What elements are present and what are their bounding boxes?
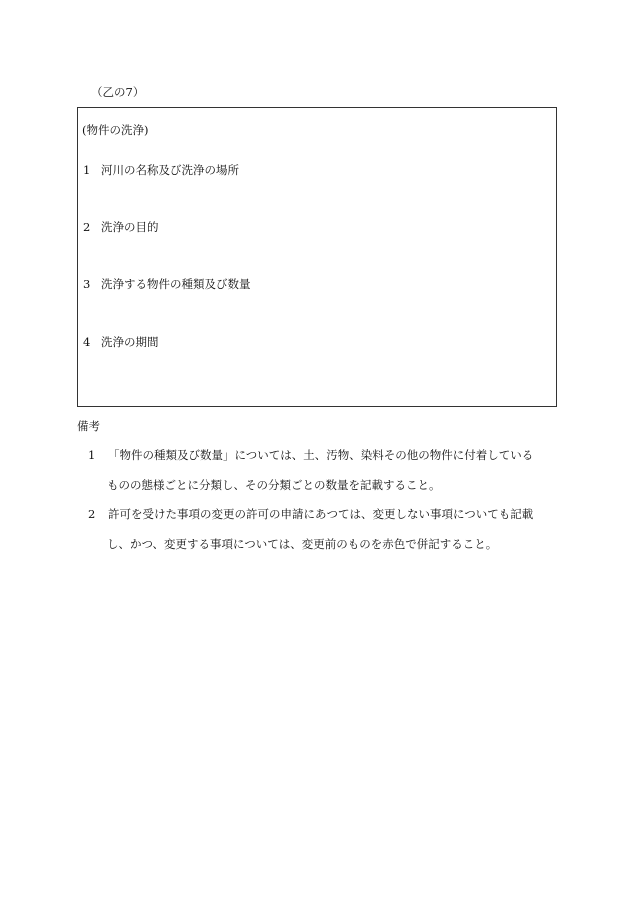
form-number-label: （乙の7） — [91, 85, 145, 99]
note-1-line-2: ものの態様ごとに分類し、その分類ごとの数量を記載すること。 — [107, 478, 441, 492]
note-2-line-1 — [88, 506, 533, 522]
box-title: (物件の洗浄) — [82, 123, 149, 137]
item-text: 洗浄の目的 — [101, 220, 159, 234]
item-period — [83, 334, 159, 350]
note-number: 1 — [88, 448, 96, 462]
item-number: 3 — [83, 277, 91, 291]
item-number: 4 — [83, 335, 91, 349]
item-number: 1 — [83, 163, 91, 177]
item-text: 洗浄の期間 — [101, 335, 159, 349]
note-1-line-1 — [88, 447, 533, 463]
note-2-line-2: し、かつ、変更する事項については、変更前のものを赤色で併記すること。 — [107, 537, 498, 551]
note-text: 「物件の種類及び数量」については、土、汚物、染料その他の物件に付着している — [108, 448, 534, 462]
item-box — [77, 107, 557, 407]
note-number: 2 — [88, 507, 96, 521]
item-river-location — [83, 162, 239, 178]
notes-title: 備考 — [77, 419, 100, 433]
item-text: 洗浄する物件の種類及び数量 — [101, 277, 251, 291]
item-type-quantity — [83, 276, 251, 292]
item-text: 河川の名称及び洗浄の場所 — [101, 163, 239, 177]
note-text: 許可を受けた事項の変更の許可の申請にあつては、変更しない事項についても記載 — [108, 507, 534, 521]
item-purpose — [83, 219, 159, 235]
item-number: 2 — [83, 220, 91, 234]
